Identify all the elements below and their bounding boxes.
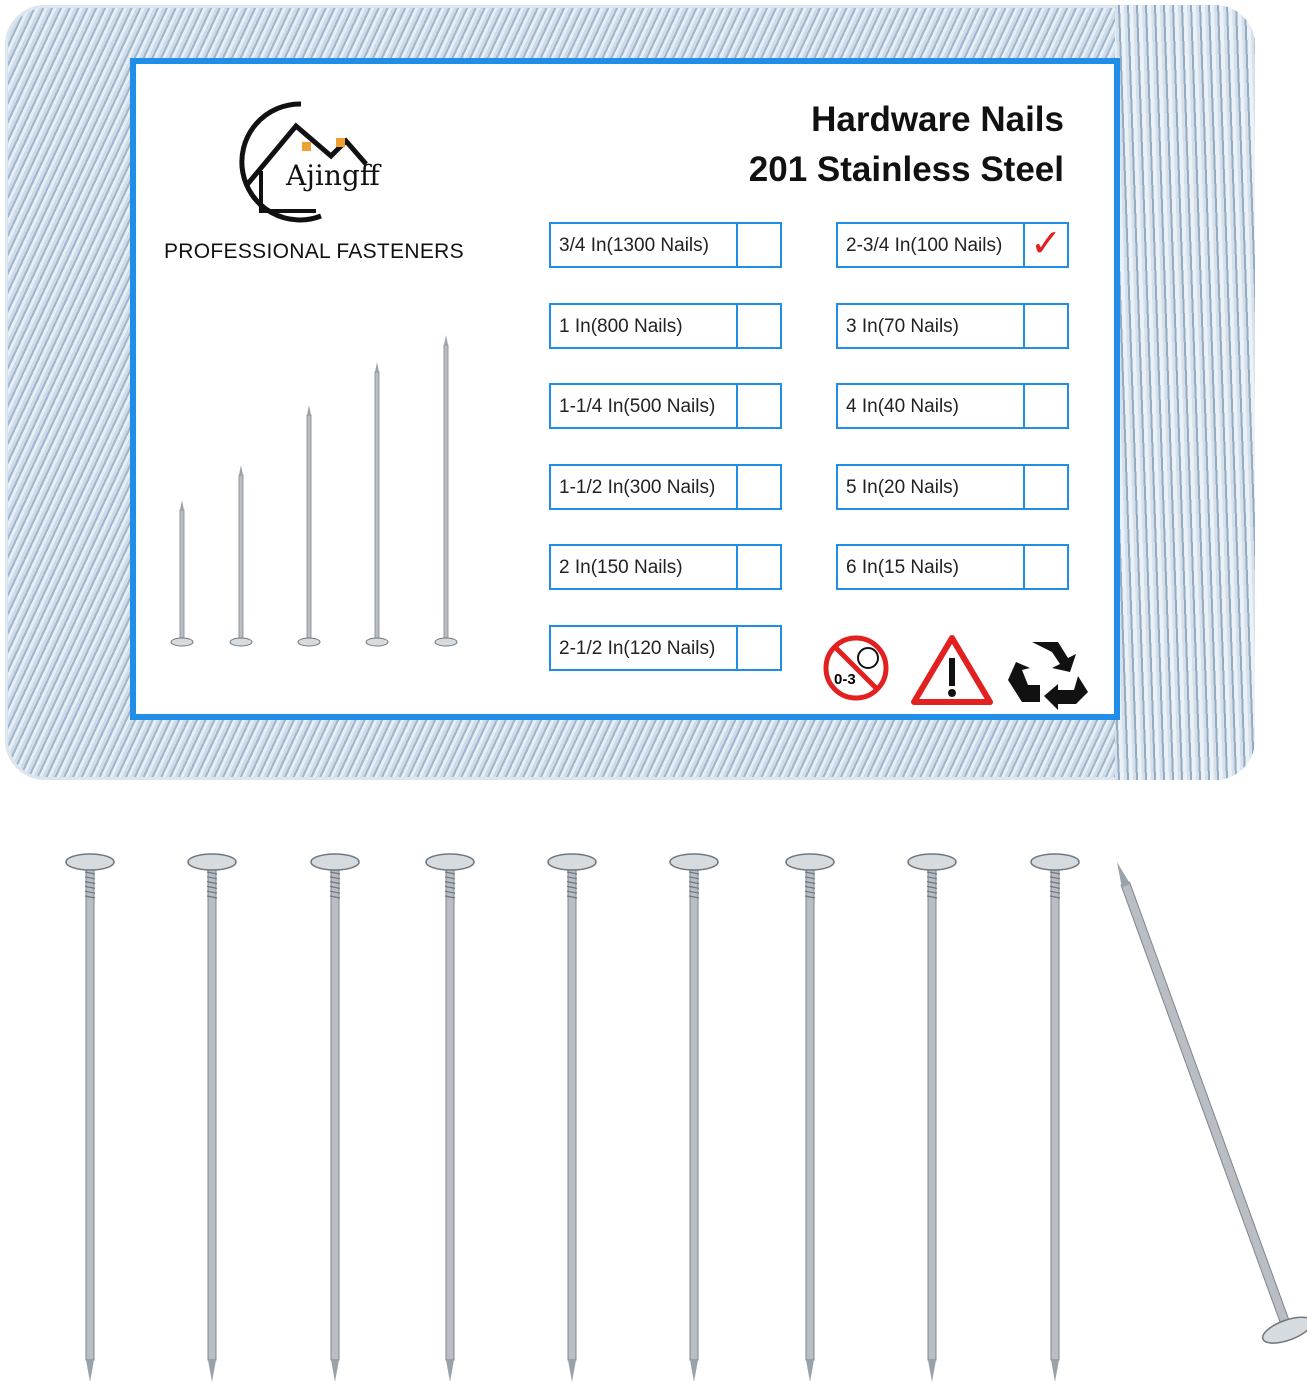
nail-diagonal — [1093, 853, 1307, 1348]
nail-size-sample — [435, 335, 457, 646]
nail-size-sample — [298, 405, 320, 646]
size-label: 3/4 In(1300 Nails) — [559, 235, 709, 256]
nail-size-sample — [171, 500, 193, 646]
nail — [426, 854, 474, 1382]
size-label: 1-1/2 In(300 Nails) — [559, 476, 716, 498]
size-label: 2 In(150 Nails) — [559, 557, 683, 578]
nail — [908, 854, 956, 1382]
product-title: Hardware Nails — [811, 100, 1064, 139]
nail — [786, 854, 834, 1382]
nail — [66, 854, 114, 1382]
size-label: 6 In(15 Nails) — [846, 557, 959, 578]
nail — [311, 854, 359, 1382]
size-label: 1-1/4 In(500 Nails) — [559, 396, 716, 417]
size-label: 1 In(800 Nails) — [559, 315, 683, 337]
nail-size-sample — [366, 362, 388, 646]
product-material: 201 Stainless Steel — [748, 150, 1064, 189]
nail-size-sample — [230, 465, 252, 646]
nail — [670, 854, 718, 1382]
size-label: 4 In(40 Nails) — [846, 396, 959, 417]
brand-tagline: PROFESSIONAL FASTENERS — [164, 240, 464, 263]
nail — [548, 854, 596, 1382]
svg-text:0-3: 0-3 — [834, 671, 856, 688]
size-label: 3 In(70 Nails) — [846, 315, 959, 337]
size-label: 2-1/2 In(120 Nails) — [559, 637, 716, 659]
size-label: 5 In(20 Nails) — [846, 476, 959, 498]
size-label: 2-3/4 In(100 Nails) — [846, 235, 1003, 256]
nail — [1031, 854, 1079, 1382]
checkmark-icon: ✓ — [1023, 224, 1067, 266]
nail — [188, 854, 236, 1382]
brand-name: Ajingff — [286, 159, 380, 192]
